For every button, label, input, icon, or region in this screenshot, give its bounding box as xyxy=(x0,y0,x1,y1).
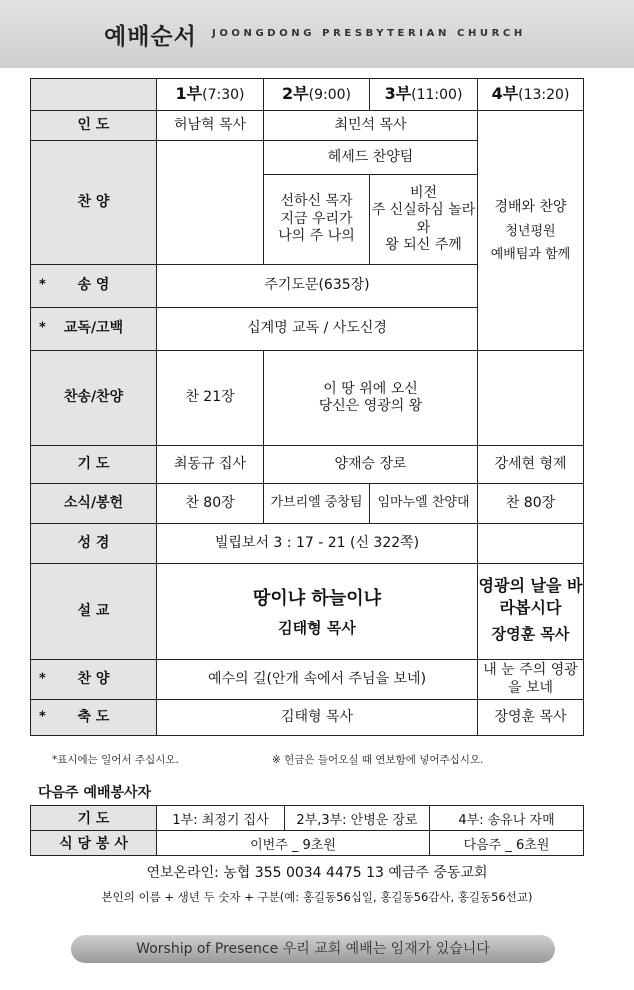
seolgyo-4: 영광의 날을 바라봅시다 장영훈 목사 xyxy=(478,564,584,660)
label-gyodok: * 교독/고백 xyxy=(31,308,157,351)
seonggyeong-4 xyxy=(478,524,584,564)
row-chanyang2 xyxy=(31,660,584,700)
label-seolgyo: 설 교 xyxy=(31,564,157,660)
label-chanyang2: * 찬 양 xyxy=(31,660,157,700)
label-songyoung: * 송 영 xyxy=(31,265,157,308)
indo-23: 최민석 목사 xyxy=(264,111,478,141)
next-sikdang-1: 이번주 _ 9초원 xyxy=(157,831,430,856)
col4-praise-block: 경배와 찬양 청년평원 예배팀과 함께 xyxy=(478,111,584,351)
chanyang-team: 헤세드 찬양팀 xyxy=(264,141,478,175)
songyoung-123: 주기도문(635장) xyxy=(157,265,478,308)
row-gido xyxy=(31,446,584,484)
label-chanyang: 찬 양 xyxy=(31,141,157,265)
account-info: 연보온라인: 농협 355 0034 4475 13 예금주 중동교회 xyxy=(146,865,488,881)
next-gido-1: 1부: 최정기 집사 xyxy=(157,806,285,831)
chanyang-2: 선하신 목자 지금 우리가 나의 주 나의 xyxy=(264,175,370,265)
seonggyeong-123: 빌립보서 3 : 17 - 21 (신 322쪽) xyxy=(157,524,478,564)
row-seonggyeong xyxy=(31,524,584,564)
sosik-4: 찬 80장 xyxy=(478,484,584,524)
chansong-1: 찬 21장 xyxy=(157,351,264,446)
row-seolgyo xyxy=(31,564,584,660)
label-indo: 인 도 xyxy=(31,111,157,141)
chanyang2-4: 내 눈 주의 영광을 보네 xyxy=(478,660,584,700)
chanyang2-123: 예수의 길(안개 속에서 주님을 보네) xyxy=(157,660,478,700)
label-sosik: 소식/봉헌 xyxy=(31,484,157,524)
col-2: 2부(9:00) xyxy=(264,79,370,111)
note-offering: ※ 헌금은 들어오실 때 연보함에 넣어주십시오. xyxy=(272,754,484,766)
gido-1: 최동규 집사 xyxy=(157,446,264,484)
next-week-title: 다음주 예배봉사자 xyxy=(38,785,152,801)
chukdo-123: 김태형 목사 xyxy=(157,700,478,736)
header-row xyxy=(31,79,584,111)
next-gido-2: 2부,3부: 안병운 장로 xyxy=(285,806,430,831)
account-instructions: 본인의 이름 + 생년 두 숫자 + 구분(예: 홍길동56십일, 홍길동56감사, 홍길동56선교) xyxy=(101,890,533,904)
page-title: 예배순서 xyxy=(104,24,197,50)
sosik-3: 임마누엘 찬양대 xyxy=(370,484,478,524)
seolgyo-123: 땅이냐 하늘이냐 김태형 목사 xyxy=(157,564,478,660)
gido-4: 강세현 형제 xyxy=(478,446,584,484)
col-4: 4부(13:20) xyxy=(478,79,584,111)
label-gido: 기 도 xyxy=(31,446,157,484)
next-gido-label: 기 도 xyxy=(31,806,157,831)
chanyang-1 xyxy=(157,141,264,265)
col-3: 3부(11:00) xyxy=(370,79,478,111)
row-indo xyxy=(31,111,584,141)
sosik-2: 가브리엘 중창팀 xyxy=(264,484,370,524)
next-sikdang-label: 식 당 봉 사 xyxy=(31,831,157,856)
chanyang-3: 비전 주 신실하심 놀라와 왕 되신 주께 xyxy=(370,175,478,265)
col-1: 1부(7:30) xyxy=(157,79,264,111)
note-standing: *표시에는 일어서 주십시오. xyxy=(52,754,179,766)
chukdo-4: 장영훈 목사 xyxy=(478,700,584,736)
next-sikdang-row xyxy=(31,831,584,856)
footer-banner: Worship of Presence 우리 교회 예배는 임재가 있습니다 xyxy=(71,935,555,963)
label-chukdo: * 축 도 xyxy=(31,700,157,736)
next-week-table xyxy=(30,805,584,856)
church-name: JOONGDONG PRESBYTERIAN CHURCH xyxy=(212,28,526,39)
order-of-worship-table xyxy=(30,78,584,736)
indo-1: 허남혁 목사 xyxy=(157,111,264,141)
gido-23: 양재승 장로 xyxy=(264,446,478,484)
label-seonggyeong: 성 경 xyxy=(31,524,157,564)
chansong-4 xyxy=(478,351,584,446)
row-chansong xyxy=(31,351,584,446)
sosik-1: 찬 80장 xyxy=(157,484,264,524)
chansong-23: 이 땅 위에 오신 당신은 영광의 왕 xyxy=(264,351,478,446)
next-gido-row xyxy=(31,806,584,831)
gyodok-123: 십계명 교독 / 사도신경 xyxy=(157,308,478,351)
row-chukdo xyxy=(31,700,584,736)
header-banner xyxy=(0,0,634,68)
row-sosik xyxy=(31,484,584,524)
next-gido-3: 4부: 송유나 자매 xyxy=(430,806,584,831)
label-chansong: 찬송/찬양 xyxy=(31,351,157,446)
next-sikdang-2: 다음주 _ 6초원 xyxy=(430,831,584,856)
corner-cell xyxy=(31,79,157,111)
